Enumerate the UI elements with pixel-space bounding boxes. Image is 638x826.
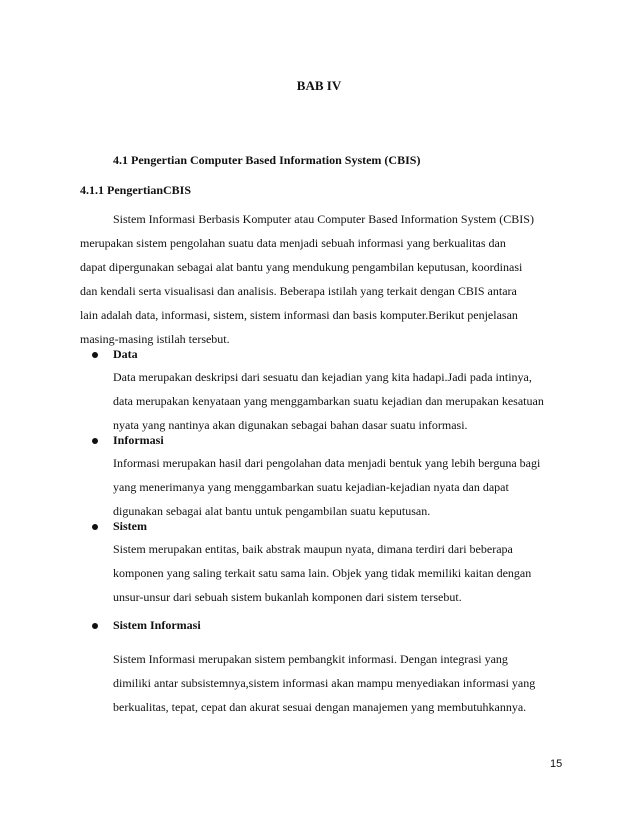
intro-line-4: dan kendali serta visualisasi dan analisis. Beberapa istilah yang terkait dengan CBIS antara xyxy=(80,284,517,298)
intro-line-6: masing-masing istilah tersebut. xyxy=(80,332,230,346)
item-line: berkualitas, tepat, cepat dan akurat sesuai dengan manajemen yang membutuhkannya. xyxy=(113,700,527,714)
item-line: data merupakan kenyataan yang menggambarkan suatu kejadian dan merupakan kesatuan xyxy=(113,394,544,408)
bullet-icon xyxy=(92,524,98,530)
item-line: Sistem merupakan entitas, baik abstrak maupun nyata, dimana terdiri dari beberapa xyxy=(113,542,513,556)
bullet-heading: Sistem Informasi xyxy=(113,618,201,632)
item-line: Data merupakan deskripsi dari sesuatu dan kejadian yang kita hadapi.Jadi pada intinya, xyxy=(113,370,532,384)
subsection-title: 4.1.1 PengertianCBIS xyxy=(80,183,191,197)
bullet-heading: Informasi xyxy=(113,433,164,447)
item-line: digunakan sebagai alat bantu untuk pengambilan suatu keputusan. xyxy=(113,504,431,518)
item-line: nyata yang nantinya akan digunakan sebagai bahan dasar suatu informasi. xyxy=(113,418,468,432)
bullet-heading: Sistem xyxy=(113,519,147,533)
section-title: 4.1 Pengertian Computer Based Information System (CBIS) xyxy=(113,153,421,167)
bullet-icon xyxy=(92,352,98,358)
bullet-icon xyxy=(92,623,98,629)
chapter-title: BAB IV xyxy=(296,78,342,93)
item-line: komponen yang saling terkait satu sama lain. Objek yang tidak memiliki kaitan dengan xyxy=(113,566,532,580)
intro-line-3: dapat dipergunakan sebagai alat bantu yang mendukung pengambilan keputusan, koordinasi xyxy=(80,260,523,274)
bullet-icon xyxy=(92,438,98,444)
bullet-heading: Data xyxy=(113,347,138,361)
intro-line-5: lain adalah data, informasi, sistem, sistem informasi dan basis komputer.Berikut penjelasan xyxy=(80,308,518,322)
intro-line-1: Sistem Informasi Berbasis Komputer atau Computer Based Information System (CBIS) xyxy=(113,212,534,226)
page-number: 15 xyxy=(550,758,563,770)
intro-line-2: merupakan sistem pengolahan suatu data menjadi sebuah informasi yang berkualitas dan xyxy=(80,236,506,250)
item-line: Informasi merupakan hasil dari pengolahan data menjadi bentuk yang lebih berguna bagi xyxy=(113,456,541,470)
item-line: Sistem Informasi merupakan sistem pembangkit informasi. Dengan integrasi yang xyxy=(113,652,508,666)
item-line: dimiliki antar subsistemnya,sistem informasi akan mampu menyediakan informasi yang xyxy=(113,676,536,690)
item-line: unsur-unsur dari sebuah sistem bukanlah komponen dari sistem tersebut. xyxy=(113,590,462,604)
item-line: yang menerimanya yang menggambarkan suatu kejadian-kejadian nyata dan dapat xyxy=(113,480,509,494)
